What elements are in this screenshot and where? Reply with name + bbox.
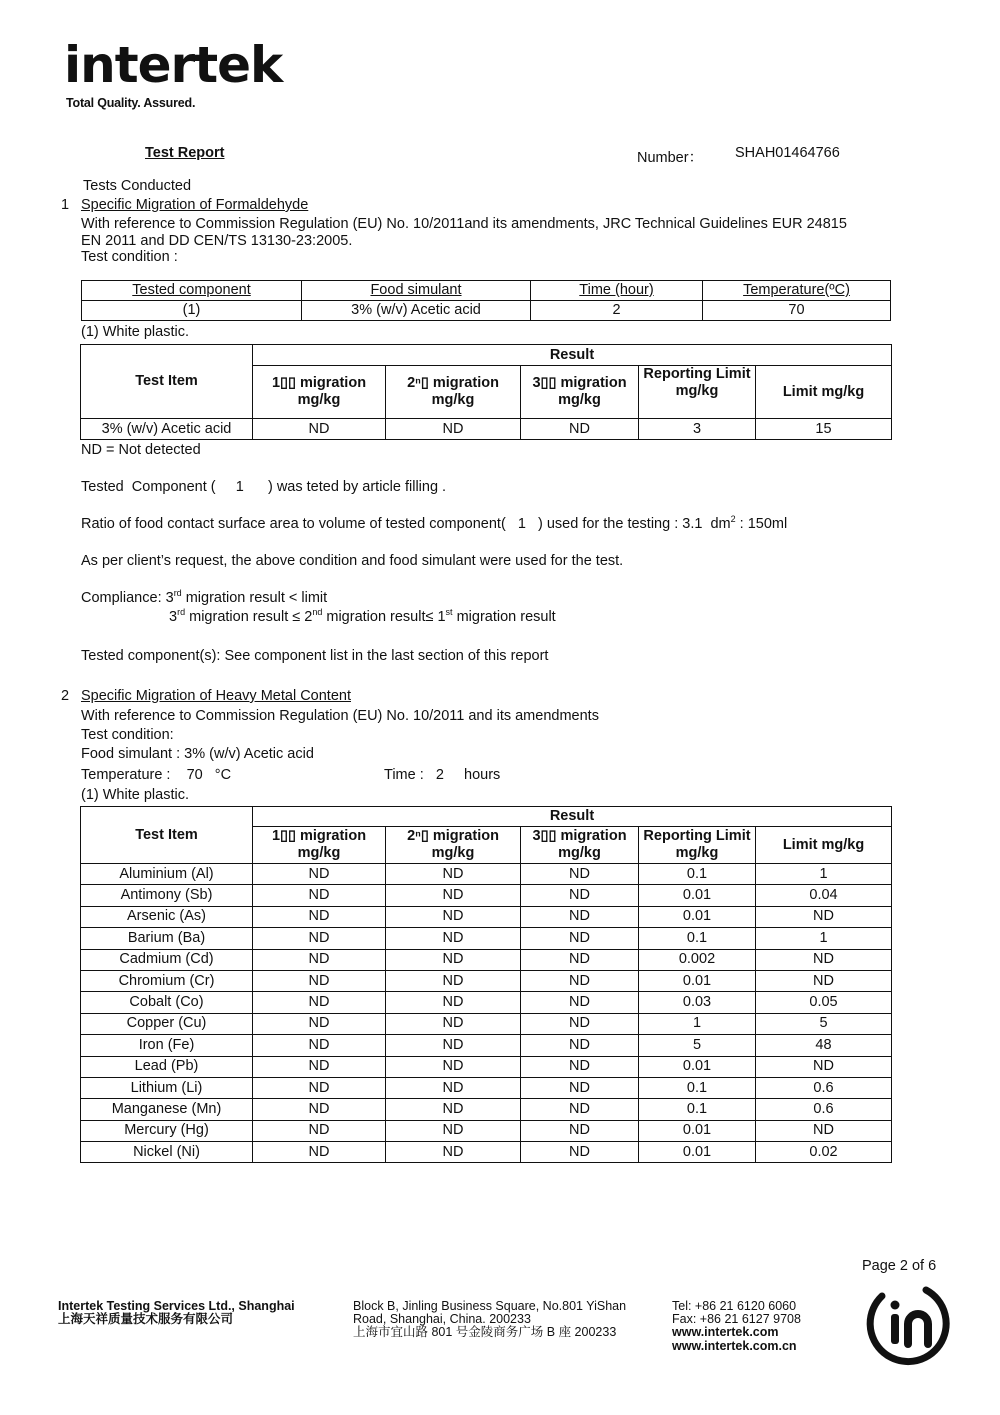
table-cell: Manganese (Mn) — [81, 1099, 253, 1120]
header-3rd-migration: 3▯▯ migration mg/kg — [521, 827, 639, 864]
nd-note: ND = Not detected — [81, 442, 201, 458]
table-cell: ND — [521, 1013, 639, 1034]
table-cell: Copper (Cu) — [81, 1013, 253, 1034]
table-cell: ND — [253, 949, 386, 970]
table-cell: 3% (w/v) Acetic acid — [302, 301, 531, 321]
header-limit: Limit mg/kg — [756, 366, 892, 419]
table-cell: ND — [253, 970, 386, 991]
header-1st-migration: 1▯▯ migration mg/kg — [253, 366, 386, 419]
table-cell: ND — [386, 949, 521, 970]
compliance-text: migration result ≤ 2 — [185, 609, 313, 625]
table-cell: 15 — [756, 419, 892, 440]
ratio-main: Ratio of food contact surface area to volume of tested component( 1 ) used for the testing : 3.1 dm — [81, 516, 731, 532]
table-row — [81, 1120, 892, 1141]
table-cell: ND — [253, 1013, 386, 1034]
header-reporting-limit: Reporting Limit mg/kg — [639, 366, 756, 419]
table-row — [81, 949, 892, 970]
white-plastic-note: (1) White plastic. — [81, 324, 189, 340]
table-cell: 0.01 — [639, 970, 756, 991]
table-cell: 5 — [639, 1035, 756, 1056]
table-cell: ND — [756, 1120, 892, 1141]
table-cell: 0.1 — [639, 864, 756, 885]
header-test-item: Test Item — [81, 345, 253, 419]
table-cell: ND — [386, 970, 521, 991]
tested-component-note: Tested Component ( 1 ) was teted by article filling . — [81, 479, 447, 495]
table-cell: Nickel (Ni) — [81, 1142, 253, 1163]
table-cell: ND — [521, 1077, 639, 1098]
table-row — [81, 864, 892, 885]
table-row — [81, 1077, 892, 1098]
table-cell: Cadmium (Cd) — [81, 949, 253, 970]
table-cell: ND — [253, 1035, 386, 1056]
table-cell: ND — [253, 419, 386, 440]
table-cell: (1) — [82, 301, 302, 321]
table-cell: ND — [521, 1056, 639, 1077]
table-cell: 1 — [639, 1013, 756, 1034]
table-row — [81, 992, 892, 1013]
table-cell: ND — [756, 949, 892, 970]
footer-tel: Tel: +86 21 6120 6060 — [672, 1299, 797, 1313]
table-cell: 0.05 — [756, 992, 892, 1013]
table-cell: ND — [253, 864, 386, 885]
table-cell: Iron (Fe) — [81, 1035, 253, 1056]
table-cell: 3 — [639, 419, 756, 440]
footer-address-2: Road, Shanghai, China. 200233 — [353, 1312, 531, 1326]
table-cell: ND — [521, 970, 639, 991]
table-cell: ND — [521, 949, 639, 970]
header-2nd-migration: 2ⁿ▯ migration mg/kg — [386, 366, 521, 419]
footer-fax: Fax: +86 21 6127 9708 — [672, 1312, 801, 1326]
table-cell: ND — [521, 1035, 639, 1056]
table-cell: 0.6 — [756, 1099, 892, 1120]
table-cell: 3% (w/v) Acetic acid — [81, 419, 253, 440]
section1-condition-label: Test condition : — [81, 249, 178, 265]
footer-company-cn: 上海天祥质量技术服务有限公司 — [58, 1312, 234, 1326]
table-cell: ND — [386, 1099, 521, 1120]
table-cell: Arsenic (As) — [81, 906, 253, 927]
header-result: Result — [253, 807, 892, 827]
table-cell: ND — [521, 1099, 639, 1120]
table-cell: ND — [253, 1099, 386, 1120]
table-cell: Cobalt (Co) — [81, 992, 253, 1013]
sup: rd — [177, 607, 186, 618]
header-food-simulant: Food simulant — [302, 281, 531, 301]
report-number: SHAH01464766 — [735, 145, 840, 161]
table-cell: 0.1 — [639, 1077, 756, 1098]
table-cell: 0.6 — [756, 1077, 892, 1098]
table-body — [81, 864, 892, 1163]
table-cell: ND — [253, 906, 386, 927]
compliance-label: Compliance: 3 — [81, 590, 174, 606]
section2-title: Specific Migration of Heavy Metal Content — [81, 688, 351, 704]
header-tested-component: Tested component — [82, 281, 302, 301]
header-1st-migration: 1▯▯ migration mg/kg — [253, 827, 386, 864]
page-number: Page 2 of 6 — [862, 1258, 937, 1274]
compliance-line-1 — [81, 590, 327, 606]
compliance-text: migration result — [452, 609, 556, 625]
header-3rd-migration: 3▯▯ migration mg/kg — [521, 366, 639, 419]
section2-number: 2 — [61, 688, 70, 704]
formaldehyde-result-table — [80, 344, 892, 440]
compliance-text: migration result < limit — [181, 590, 328, 606]
header-result: Result — [253, 345, 892, 366]
sup: st — [445, 607, 453, 618]
table-cell: ND — [521, 1120, 639, 1141]
table-cell: 1 — [756, 928, 892, 949]
table-cell: 0.01 — [639, 906, 756, 927]
table-cell: 5 — [756, 1013, 892, 1034]
table-cell: ND — [521, 1142, 639, 1163]
table-cell: ND — [253, 885, 386, 906]
table-cell: ND — [253, 928, 386, 949]
test-condition-table — [81, 280, 891, 321]
table-cell: ND — [253, 1077, 386, 1098]
section1-reference-2: EN 2011 and DD CEN/TS 13130-23:2005. — [81, 233, 353, 249]
table-row — [81, 1099, 892, 1120]
temperature: Temperature : 70 °C — [81, 767, 232, 783]
table-cell: ND — [386, 419, 521, 440]
intertek-in-emblem-icon — [864, 1278, 952, 1366]
header-reporting-limit: Reporting Limit mg/kg — [639, 827, 756, 864]
white-plastic-note-2: (1) White plastic. — [81, 787, 189, 803]
table-cell: Mercury (Hg) — [81, 1120, 253, 1141]
table-cell: 0.1 — [639, 928, 756, 949]
table-cell: ND — [521, 992, 639, 1013]
logo-tagline: Total Quality. Assured. — [66, 96, 196, 110]
table-cell: 0.03 — [639, 992, 756, 1013]
ratio-sup: 2 — [730, 514, 736, 525]
table-cell: ND — [756, 970, 892, 991]
number-label: Number： — [637, 150, 704, 166]
table-cell: ND — [386, 1035, 521, 1056]
table-row — [81, 885, 892, 906]
header-time: Time (hour) — [531, 281, 703, 301]
table-cell: 0.02 — [756, 1142, 892, 1163]
table-cell: ND — [386, 928, 521, 949]
tests-conducted: Tests Conducted — [83, 178, 192, 194]
time: Time : 2 hours — [384, 767, 501, 783]
table-row — [81, 1013, 892, 1034]
table-header-row — [82, 281, 891, 301]
header-test-item: Test Item — [81, 807, 253, 864]
footer-website: www.intertek.com — [672, 1325, 779, 1339]
table-cell: ND — [386, 906, 521, 927]
table-row — [81, 906, 892, 927]
table-cell: ND — [521, 864, 639, 885]
table-cell: ND — [386, 1077, 521, 1098]
ratio-text — [81, 516, 787, 532]
table-cell: Lead (Pb) — [81, 1056, 253, 1077]
table-cell: ND — [386, 1120, 521, 1141]
table-cell: ND — [253, 1056, 386, 1077]
table-cell: ND — [756, 906, 892, 927]
section1-number: 1 — [61, 197, 70, 213]
section2-reference: With reference to Commission Regulation (EU) No. 10/2011 and its amendments — [81, 708, 599, 724]
table-cell: ND — [386, 864, 521, 885]
table-cell: 2 — [531, 301, 703, 321]
table-cell: ND — [386, 1056, 521, 1077]
table-cell: 70 — [703, 301, 891, 321]
intertek-logo: intertek — [64, 36, 283, 94]
table-cell: 0.01 — [639, 1142, 756, 1163]
compliance-text: 3 — [169, 609, 178, 625]
table-cell: Antimony (Sb) — [81, 885, 253, 906]
table-cell: 0.1 — [639, 1099, 756, 1120]
table-cell: ND — [253, 1120, 386, 1141]
table-cell: ND — [521, 928, 639, 949]
compliance-text: migration result≤ 1 — [322, 609, 446, 625]
report-title: Test Report — [145, 145, 225, 161]
table-row — [81, 419, 892, 440]
table-cell: Aluminium (Al) — [81, 864, 253, 885]
food-simulant: Food simulant : 3% (w/v) Acetic acid — [81, 746, 314, 762]
table-cell: Barium (Ba) — [81, 928, 253, 949]
sup: nd — [312, 607, 323, 618]
section1-title: Specific Migration of Formaldehyde — [81, 197, 309, 213]
footer-address-3: 上海市宜山路 801 号金陵商务广场 B 座 200233 — [353, 1325, 617, 1339]
table-cell: 1 — [756, 864, 892, 885]
table-row — [81, 1056, 892, 1077]
table-cell: ND — [253, 992, 386, 1013]
table-cell: 0.04 — [756, 885, 892, 906]
table-row — [81, 928, 892, 949]
table-cell: ND — [756, 1056, 892, 1077]
table-cell: ND — [386, 885, 521, 906]
table-cell: 0.01 — [639, 885, 756, 906]
footer-address-1: Block B, Jinling Business Square, No.801 YiShan — [353, 1299, 627, 1313]
table-cell: ND — [386, 1013, 521, 1034]
table-cell: ND — [521, 885, 639, 906]
table-cell: ND — [386, 1142, 521, 1163]
table-cell: 0.002 — [639, 949, 756, 970]
header-temperature: Temperature(ºC) — [703, 281, 891, 301]
sup: rd — [173, 588, 182, 599]
footer-website-cn: www.intertek.com.cn — [672, 1339, 797, 1353]
header-2nd-migration: 2ⁿ▯ migration mg/kg — [386, 827, 521, 864]
table-cell: ND — [386, 992, 521, 1013]
table-cell: Chromium (Cr) — [81, 970, 253, 991]
table-cell: 0.01 — [639, 1056, 756, 1077]
ratio-end: : 150ml — [735, 516, 788, 532]
header-limit: Limit mg/kg — [756, 827, 892, 864]
heavy-metal-result-table — [80, 806, 892, 1163]
table-cell: 48 — [756, 1035, 892, 1056]
table-row — [81, 1142, 892, 1163]
table-cell: Lithium (Li) — [81, 1077, 253, 1098]
client-request-note: As per client’s request, the above condition and food simulant were used for the test. — [81, 553, 624, 569]
table-row — [81, 970, 892, 991]
table-row — [82, 301, 891, 321]
section1-reference-1: With reference to Commission Regulation (EU) No. 10/2011and its amendments, JRC Technical Guidelines EUR 24815 — [81, 216, 847, 232]
table-cell: 0.01 — [639, 1120, 756, 1141]
tested-components-note: Tested component(s): See component list in the last section of this report — [81, 648, 549, 664]
table-cell: ND — [253, 1142, 386, 1163]
table-cell: ND — [521, 419, 639, 440]
table-row — [81, 1035, 892, 1056]
section2-condition-label: Test condition: — [81, 727, 174, 743]
table-cell: ND — [521, 906, 639, 927]
footer-company-en: Intertek Testing Services Ltd., Shanghai — [58, 1299, 295, 1313]
compliance-line-2 — [169, 609, 556, 625]
